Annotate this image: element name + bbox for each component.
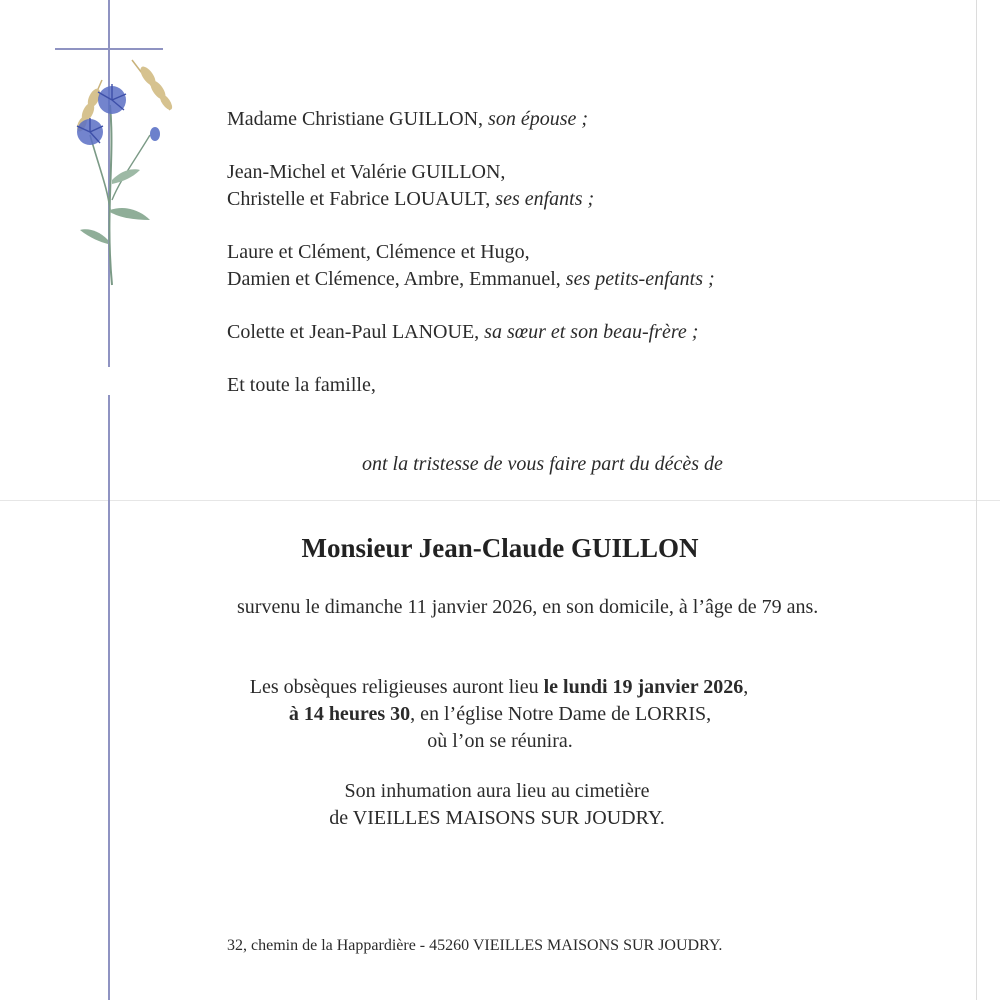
children-line-2: [227, 187, 594, 211]
funeral-line-2: [0, 702, 1000, 726]
family-others-line: Et toute la famille,: [227, 374, 376, 396]
cornflower-wheat-icon: [40, 40, 180, 290]
spouse-name: Madame Christiane GUILLON,: [227, 108, 484, 130]
funeral-place: , en l’église Notre Dame de LORRIS,: [410, 703, 712, 725]
spouse-relation: son épouse ;: [488, 108, 589, 130]
death-details: survenu le dimanche 11 janvier 2026, en son domicile, à l’âge de 79 ans.: [237, 596, 819, 618]
grandchildren-relation: ses petits-enfants ;: [565, 268, 715, 290]
funeral-line-3: où l’on se réunira.: [427, 730, 573, 752]
announcement-line: ont la tristesse de vous faire part du décès de: [362, 453, 723, 475]
grandchildren-line-2: [227, 267, 715, 291]
sibling-relation: sa sœur et son beau-frère ;: [484, 321, 699, 343]
grandchildren-line-1: Laure et Clément, Clémence et Hugo,: [227, 241, 530, 263]
burial-line-2: de VIEILLES MAISONS SUR JOUDRY.: [329, 807, 665, 829]
burial-line-1: Son inhumation aura lieu au cimetière: [344, 780, 650, 802]
children-relation: ses enfants ;: [495, 188, 595, 210]
sibling-names: Colette et Jean-Paul LANOUE,: [227, 321, 480, 343]
funeral-time: à 14 heures 30: [288, 703, 411, 725]
funeral-date: le lundi 19 janvier 2026: [543, 676, 744, 698]
funeral-line-1-end: ,: [743, 676, 749, 698]
paper-edge: [976, 0, 977, 1000]
deceased-name: Monsieur Jean-Claude GUILLON: [301, 533, 699, 563]
fold-line: [0, 500, 1000, 501]
funeral-line-1-start: Les obsèques religieuses auront lieu: [249, 676, 539, 698]
family-address: 32, chemin de la Happardière - 45260 VIEILLES MAISONS SUR JOUDRY.: [227, 937, 723, 954]
funeral-line-1: [0, 675, 999, 699]
children-line-1: Jean-Michel et Valérie GUILLON,: [227, 161, 506, 183]
spouse-line: [227, 107, 588, 131]
sibling-line: [227, 320, 698, 344]
children-names: Christelle et Fabrice LOUAULT,: [227, 188, 491, 210]
grandchildren-names: Damien et Clémence, Ambre, Emmanuel,: [227, 268, 561, 290]
